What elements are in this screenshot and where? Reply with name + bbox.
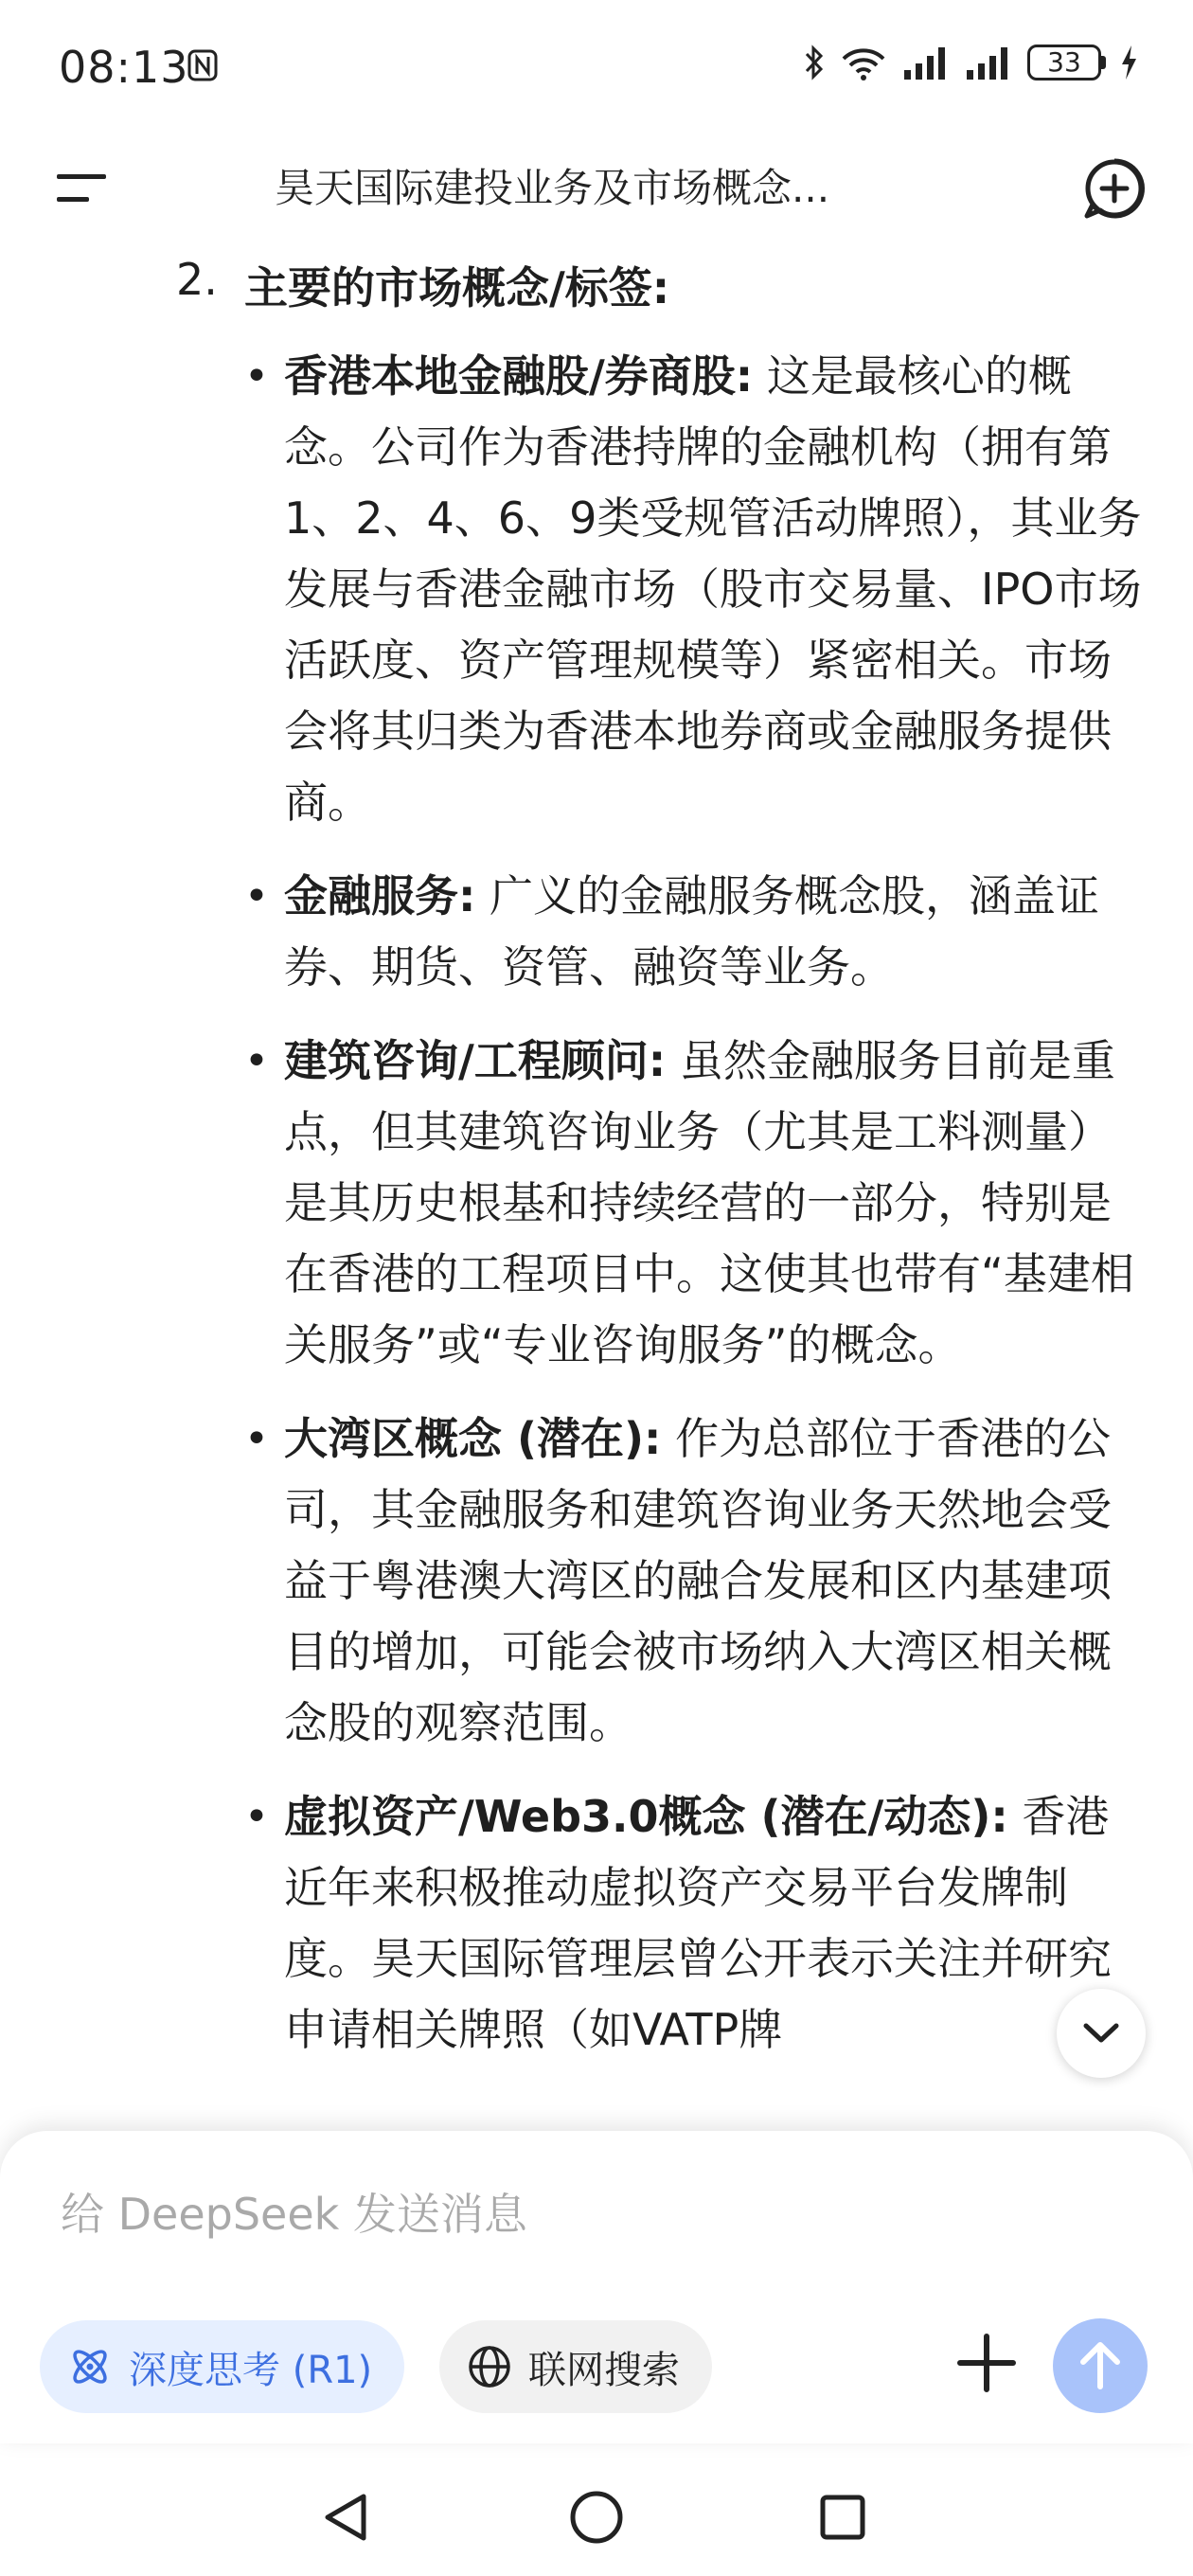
- concept-term: 香港本地金融股/券商股:: [284, 350, 754, 402]
- concept-term: 金融服务:: [284, 870, 476, 921]
- concept-text: 虽然金融服务目前是重点，但其建筑咨询业务（尤其是工料测量）是其历史根基和持续经营的一部分，特别是在香港的工程项目中。这使其也带有“基建相关服务”或“专业咨询服务”的概念。: [284, 1035, 1134, 1370]
- deep-think-toggle[interactable]: [40, 2320, 404, 2413]
- status-time: 08:13: [59, 42, 189, 93]
- section-heading: [176, 254, 669, 316]
- list-item: [244, 1404, 1144, 1759]
- message-input[interactable]: [59, 2188, 1104, 2241]
- signal-icon-2: [965, 44, 1014, 81]
- concept-term: 大湾区概念 (潜在):: [284, 1413, 662, 1464]
- chat-header: [0, 142, 1193, 227]
- status-bar: [0, 0, 1193, 142]
- list-item: [244, 1026, 1144, 1381]
- charging-icon: [1119, 44, 1138, 81]
- attach-plus-button[interactable]: [949, 2325, 1024, 2401]
- chevron-down-icon: [1082, 2022, 1120, 2045]
- battery-indicator: [1027, 45, 1106, 80]
- concept-text: 广义的金融服务概念股，涵盖证券、期货、资管、融资等业务。: [284, 870, 1100, 993]
- new-chat-icon[interactable]: [1081, 155, 1148, 222]
- concept-text: 香港近年来积极推动虚拟资产交易平台发牌制度。昊天国际管理层曾公开表示关注并研究申请相关牌照（如VATP牌: [284, 1791, 1112, 2055]
- deep-think-label: 深度思考 (R1): [129, 2348, 373, 2392]
- section-label: 主要的市场概念/标签:: [244, 262, 670, 313]
- web-search-toggle[interactable]: [439, 2320, 712, 2413]
- globe-icon: [466, 2343, 513, 2390]
- chat-title[interactable]: 昊天国际建投业务及市场概念...: [275, 165, 830, 211]
- web-search-label: 联网搜索: [528, 2348, 680, 2392]
- concept-term: 建筑咨询/工程顾问:: [284, 1035, 667, 1086]
- concept-text: 作为总部位于香港的公司，其金融服务和建筑咨询业务天然地会受益于粤港澳大湾区的融合发展和区内基建项目的增加，可能会被市场纳入大湾区相关概念股的观察范围。: [284, 1413, 1112, 1748]
- bluetooth-icon: [804, 44, 825, 81]
- signal-icon: [902, 44, 952, 81]
- send-button[interactable]: [1053, 2318, 1148, 2413]
- scroll-to-bottom-button[interactable]: [1057, 1989, 1146, 2078]
- nfc-icon: [187, 49, 218, 81]
- chat-message: [0, 237, 1193, 2131]
- concept-text: 这是最核心的概念。公司作为香港持牌的金融机构（拥有第1、2、4、6、9类受规管活动牌照），其业务发展与香港金融市场（股市交易量、IPO市场活跃度、资产管理规模等）紧密相关。市场会将其归类为香港本地券商或金融服务提供商。: [284, 350, 1142, 828]
- list-item: [244, 341, 1144, 838]
- concept-term: 虚拟资产/Web3.0概念 (潜在/动态):: [284, 1791, 1008, 1842]
- battery-level: 33: [1027, 45, 1101, 80]
- list-item: [244, 861, 1144, 1003]
- atom-icon: [66, 2343, 114, 2390]
- concept-list: [244, 341, 1144, 2088]
- recent-apps-icon[interactable]: [818, 2491, 867, 2544]
- menu-icon[interactable]: [53, 167, 110, 208]
- system-nav-bar: [0, 2443, 1193, 2576]
- arrow-up-icon: [1077, 2339, 1124, 2392]
- wifi-icon: [838, 44, 889, 81]
- list-item: [244, 1781, 1144, 2066]
- home-icon[interactable]: [568, 2489, 625, 2546]
- section-number: 2.: [176, 254, 218, 305]
- status-icons: [804, 44, 1138, 81]
- back-icon[interactable]: [322, 2491, 371, 2544]
